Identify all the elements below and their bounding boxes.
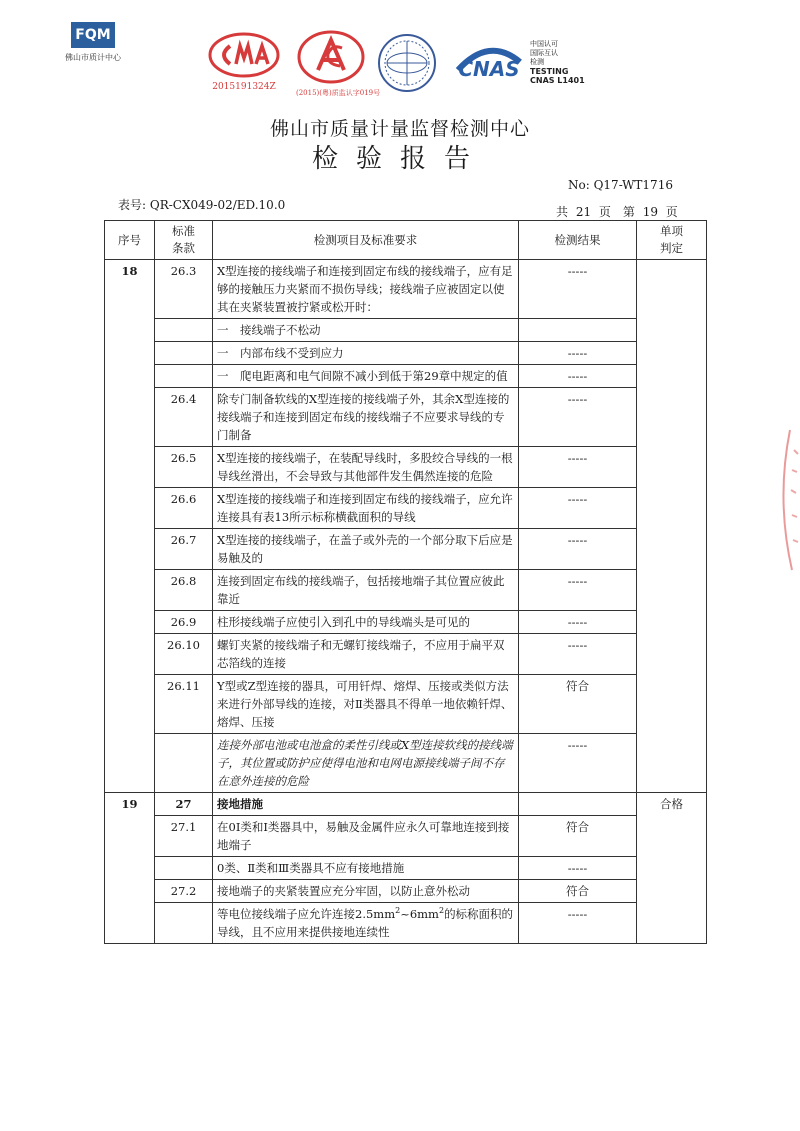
result-cell: ----- <box>519 734 637 793</box>
requirement-cell: 除专门制备软线的X型连接的接线端子外，其余X型连接的接线端子和连接到固定布线的接线端子不应要求导线的专门制备 <box>213 388 519 447</box>
superscript: 2 <box>395 906 401 916</box>
cnas-mark-icon <box>452 40 526 88</box>
result-cell: 符合 <box>519 816 637 857</box>
header-judgement: 单项 判定 <box>637 221 707 260</box>
requirement-cell <box>213 903 519 944</box>
clause-cell <box>155 734 213 793</box>
header-result: 检测结果 <box>519 221 637 260</box>
cal-number: (2015)(粤)质监认字019号 <box>296 89 381 97</box>
table-row <box>105 319 707 342</box>
table-row <box>105 734 707 793</box>
table-row <box>105 675 707 734</box>
cnas-line-1: 中国认可 <box>530 40 558 48</box>
seq-cell: 18 <box>105 260 155 793</box>
result-cell: 符合 <box>519 675 637 734</box>
result-cell: ----- <box>519 529 637 570</box>
result-cell: ----- <box>519 857 637 880</box>
result-cell: ----- <box>519 634 637 675</box>
result-cell: ----- <box>519 260 637 319</box>
clause-cell: 27 <box>155 793 213 816</box>
requirement-cell: 一 接线端子不松动 <box>213 319 519 342</box>
clause-cell: 26.9 <box>155 611 213 634</box>
clause-cell: 26.4 <box>155 388 213 447</box>
result-cell: ----- <box>519 488 637 529</box>
result-cell <box>519 793 637 816</box>
clause-cell <box>155 365 213 388</box>
header-seq: 序号 <box>105 221 155 260</box>
fqm-logo <box>58 22 128 72</box>
requirement-cell: 一 爬电距离和电气间隙不减小到低于第29章中规定的值 <box>213 365 519 388</box>
requirement-cell: X型连接的接线端子和连接到固定布线的接线端子，应有足够的接触压力夹紧而不损伤导线；接线端子应被固定以使其在夹紧装置被拧紧或松开时： <box>213 260 519 319</box>
table-row <box>105 529 707 570</box>
report-table <box>104 220 707 944</box>
clause-cell: 26.8 <box>155 570 213 611</box>
cnas-accreditation-text <box>530 40 610 85</box>
table-row <box>105 634 707 675</box>
result-cell: ----- <box>519 611 637 634</box>
header-clause: 标准 条款 <box>155 221 213 260</box>
table-row <box>105 447 707 488</box>
result-cell <box>519 319 637 342</box>
requirement-cell: X型连接的接线端子和连接到固定布线的接线端子，应允许连接具有表13所示标称横截面积的导线 <box>213 488 519 529</box>
table-row <box>105 342 707 365</box>
ilac-mra-icon <box>376 32 438 94</box>
table-row <box>105 488 707 529</box>
clause-cell <box>155 319 213 342</box>
clause-cell: 27.2 <box>155 880 213 903</box>
table-row <box>105 816 707 857</box>
table-row <box>105 570 707 611</box>
requirement-cell: 连接到固定布线的接线端子，包括接地端子其位置应彼此靠近 <box>213 570 519 611</box>
report-number: No: Q17-WT1716 <box>568 178 673 192</box>
clause-cell: 26.5 <box>155 447 213 488</box>
requirement-cell: 一 内部布线不受到应力 <box>213 342 519 365</box>
cma-number: 2015191324Z <box>212 82 276 92</box>
clause-cell <box>155 903 213 944</box>
header-requirement: 检测项目及标准要求 <box>213 221 519 260</box>
cma-mark-icon <box>208 32 280 78</box>
seal-fragment-icon <box>770 420 800 580</box>
report-title: 检验报告 <box>311 144 488 174</box>
requirement-cell: Y型或Z型连接的器具，可用钎焊、熔焊、压接或类似方法来进行外部导线的连接，对Ⅱ类器具不得单一地依赖钎焊、熔焊、压接 <box>213 675 519 734</box>
result-cell: ----- <box>519 447 637 488</box>
cal-mark-icon <box>296 30 366 84</box>
table-row <box>105 880 707 903</box>
cnas-logo <box>452 40 526 88</box>
requirement-cell: X型连接的接线端子，在盖子或外壳的一个部分取下后应是易触及的 <box>213 529 519 570</box>
table-row <box>105 260 707 319</box>
cnas-line-2: 国际互认 <box>530 49 558 57</box>
result-cell: ----- <box>519 388 637 447</box>
table-header-row <box>105 221 707 260</box>
ilac-mra-logo <box>376 32 438 94</box>
clause-cell: 26.6 <box>155 488 213 529</box>
clause-cell: 26.3 <box>155 260 213 319</box>
req-text-part: 的标称面积的导线，且不应用来提供接地连续性 <box>217 907 514 939</box>
cma-logo <box>208 32 280 94</box>
result-cell: 符合 <box>519 880 637 903</box>
clause-cell: 26.7 <box>155 529 213 570</box>
clause-cell: 27.1 <box>155 816 213 857</box>
clause-cell <box>155 342 213 365</box>
result-cell: ----- <box>519 903 637 944</box>
req-text-part: 等电位接线端子应允许连接2.5mm <box>217 907 396 921</box>
form-number: 表号: QR-CX049-02/ED.10.0 <box>118 198 286 212</box>
clause-cell <box>155 857 213 880</box>
result-cell: ----- <box>519 342 637 365</box>
requirement-cell: 在0Ⅰ类和Ⅰ类器具中，易触及金属件应永久可靠地连接到接地端子 <box>213 816 519 857</box>
judgement-cell <box>637 260 707 793</box>
requirement-cell: 接地措施 <box>213 793 519 816</box>
table-row <box>105 388 707 447</box>
svg-text:CNAS: CNAS <box>458 57 520 81</box>
table-row <box>105 857 707 880</box>
organization-name: 佛山市质量计量监督检测中心 <box>269 118 530 140</box>
requirement-cell: 接地端子的夹紧装置应充分牢固，以防止意外松动 <box>213 880 519 903</box>
page-info: 共 21 页 第 19 页 <box>556 205 678 219</box>
judgement-cell: 合格 <box>637 793 707 944</box>
requirement-cell: 0类、Ⅱ类和Ⅲ类器具不应有接地措施 <box>213 857 519 880</box>
table-row <box>105 611 707 634</box>
superscript: 2 <box>438 906 445 916</box>
table-row <box>105 365 707 388</box>
clause-cell: 26.11 <box>155 675 213 734</box>
requirement-cell: 连接外部电池或电池盒的柔性引线或X型连接软线的接线端子，其位置或防护应使得电池和电网电源接线端子间不存在意外连接的危险 <box>213 734 519 793</box>
cnas-line-3: 检测 <box>530 58 544 66</box>
cnas-line-5: CNAS L1401 <box>530 76 585 85</box>
seq-cell: 19 <box>105 793 155 944</box>
requirement-cell: X型连接的接线端子，在装配导线时，多股绞合导线的一根导线丝滑出，不会导致与其他部件发生偶然连接的危险 <box>213 447 519 488</box>
result-cell: ----- <box>519 570 637 611</box>
requirement-cell: 螺钉夹紧的接线端子和无螺钉接线端子，不应用于扁平双芯箔线的连接 <box>213 634 519 675</box>
table-row <box>105 903 707 944</box>
req-text-part: ~6mm <box>400 907 439 921</box>
result-cell: ----- <box>519 365 637 388</box>
cnas-line-4: TESTING <box>530 67 569 76</box>
cal-logo <box>296 30 381 97</box>
table-row <box>105 793 707 816</box>
requirement-cell: 柱形接线端子应使引入到孔中的导线端头是可见的 <box>213 611 519 634</box>
fqm-caption: 佛山市质计中心 <box>65 53 121 62</box>
fqm-mark: FQM <box>71 22 115 48</box>
clause-cell: 26.10 <box>155 634 213 675</box>
